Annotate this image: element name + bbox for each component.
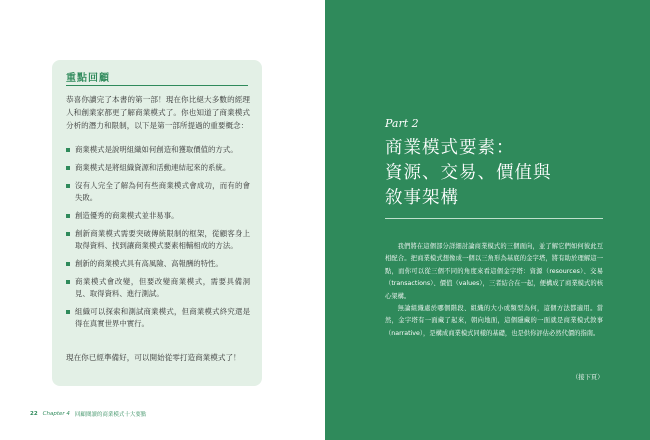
part-body bbox=[385, 241, 603, 340]
square-bullet-icon bbox=[66, 310, 70, 314]
part-title-line: 資源、交易、價值與 bbox=[385, 163, 552, 183]
recap-bullet bbox=[66, 144, 250, 156]
part-title-line: 商業模式要素： bbox=[385, 138, 515, 158]
recap-bullet bbox=[66, 276, 250, 300]
recap-outro: 現在你已經準備好，可以開始從零打造商業模式了！ bbox=[66, 353, 241, 362]
square-bullet-icon bbox=[66, 280, 70, 284]
recap-box bbox=[52, 60, 262, 386]
recap-bullet-text: 商業模式是將組織資源和活動連結起來的系統。 bbox=[75, 163, 231, 172]
recap-bullet bbox=[66, 306, 250, 330]
continued-note: （接下頁） bbox=[572, 374, 604, 381]
square-bullet-icon bbox=[66, 166, 70, 170]
square-bullet-icon bbox=[66, 232, 70, 236]
recap-bullet-text: 商業模式會改變，但要改變商業模式，需要具備洞見、取得資料、進行測試。 bbox=[75, 277, 250, 298]
square-bullet-icon bbox=[66, 148, 70, 152]
recap-divider bbox=[66, 85, 248, 86]
recap-bullet-text: 創新商業模式需要突破傳統限制的框架，從顧客身上取得資料、找到讓商業模式要素相輔相成的方法。 bbox=[75, 229, 250, 250]
recap-bullet-list bbox=[66, 144, 250, 336]
part-divider bbox=[385, 218, 603, 219]
recap-bullet-text: 沒有人完全了解為何有些商業模式會成功，而有的會失敗。 bbox=[75, 181, 250, 202]
recap-bullet bbox=[66, 258, 250, 270]
chapter-label: Chapter 4 bbox=[42, 411, 70, 417]
recap-bullet-text: 創造優秀的商業模式並非易事。 bbox=[75, 211, 179, 220]
page-footer bbox=[30, 409, 146, 419]
recap-bullet-text: 創新的商業模式具有高風險、高報酬的特性。 bbox=[75, 259, 223, 268]
recap-title: 重點回顧 bbox=[66, 73, 110, 84]
body-paragraph: 無論組織處於哪個階段、組織的大小或類型為何，這個方法都適用。當然，金字塔有一面藏了起來，朝向地面，這個隱藏的一面就是商業模式敘事（narrative），是構成商業模式同樣的基礎，也是供你評估必然代價的指南。 bbox=[385, 305, 603, 337]
part-label: Part 2 bbox=[385, 117, 419, 130]
right-page bbox=[325, 0, 650, 440]
part-title-line: 敘事架構 bbox=[385, 188, 459, 208]
chapter-title: 回顧閱讀的商業模式十大要點 bbox=[74, 412, 147, 418]
page-number: 22 bbox=[30, 411, 38, 417]
recap-bullet bbox=[66, 228, 250, 252]
square-bullet-icon bbox=[66, 214, 70, 218]
recap-intro: 恭喜你讀完了本書的第一部！現在你比絕大多數的經理人和創業家都更了解商業模式了。你也知道了商業模式分析的潛力和限制，以下是第一部所提過的重要概念： bbox=[66, 95, 250, 130]
part-title bbox=[385, 136, 625, 211]
recap-bullet-text: 組織可以探索和測試商業模式，但商業模式終究還是得在真實世界中實行。 bbox=[75, 307, 250, 328]
recap-bullet bbox=[66, 162, 250, 174]
recap-bullet-text: 商業模式是說明組織如何創造和獲取價值的方式。 bbox=[75, 145, 238, 154]
body-paragraph: 我們將在這個部分詳細討論商業模式的三個面向，並了解它們如何彼此互相配合。把商業模式想像成一個以三角形為基底的金字塔，將有助於理解這一點，而你可以從三個不同的角度來看這個金字塔：資源（resources）、交易（transactions）、價值（values），三者結合在一起，便構成了商業模式的核心架構。 bbox=[385, 243, 603, 300]
square-bullet-icon bbox=[66, 262, 70, 266]
recap-bullet bbox=[66, 180, 250, 204]
recap-bullet bbox=[66, 210, 250, 222]
square-bullet-icon bbox=[66, 184, 70, 188]
